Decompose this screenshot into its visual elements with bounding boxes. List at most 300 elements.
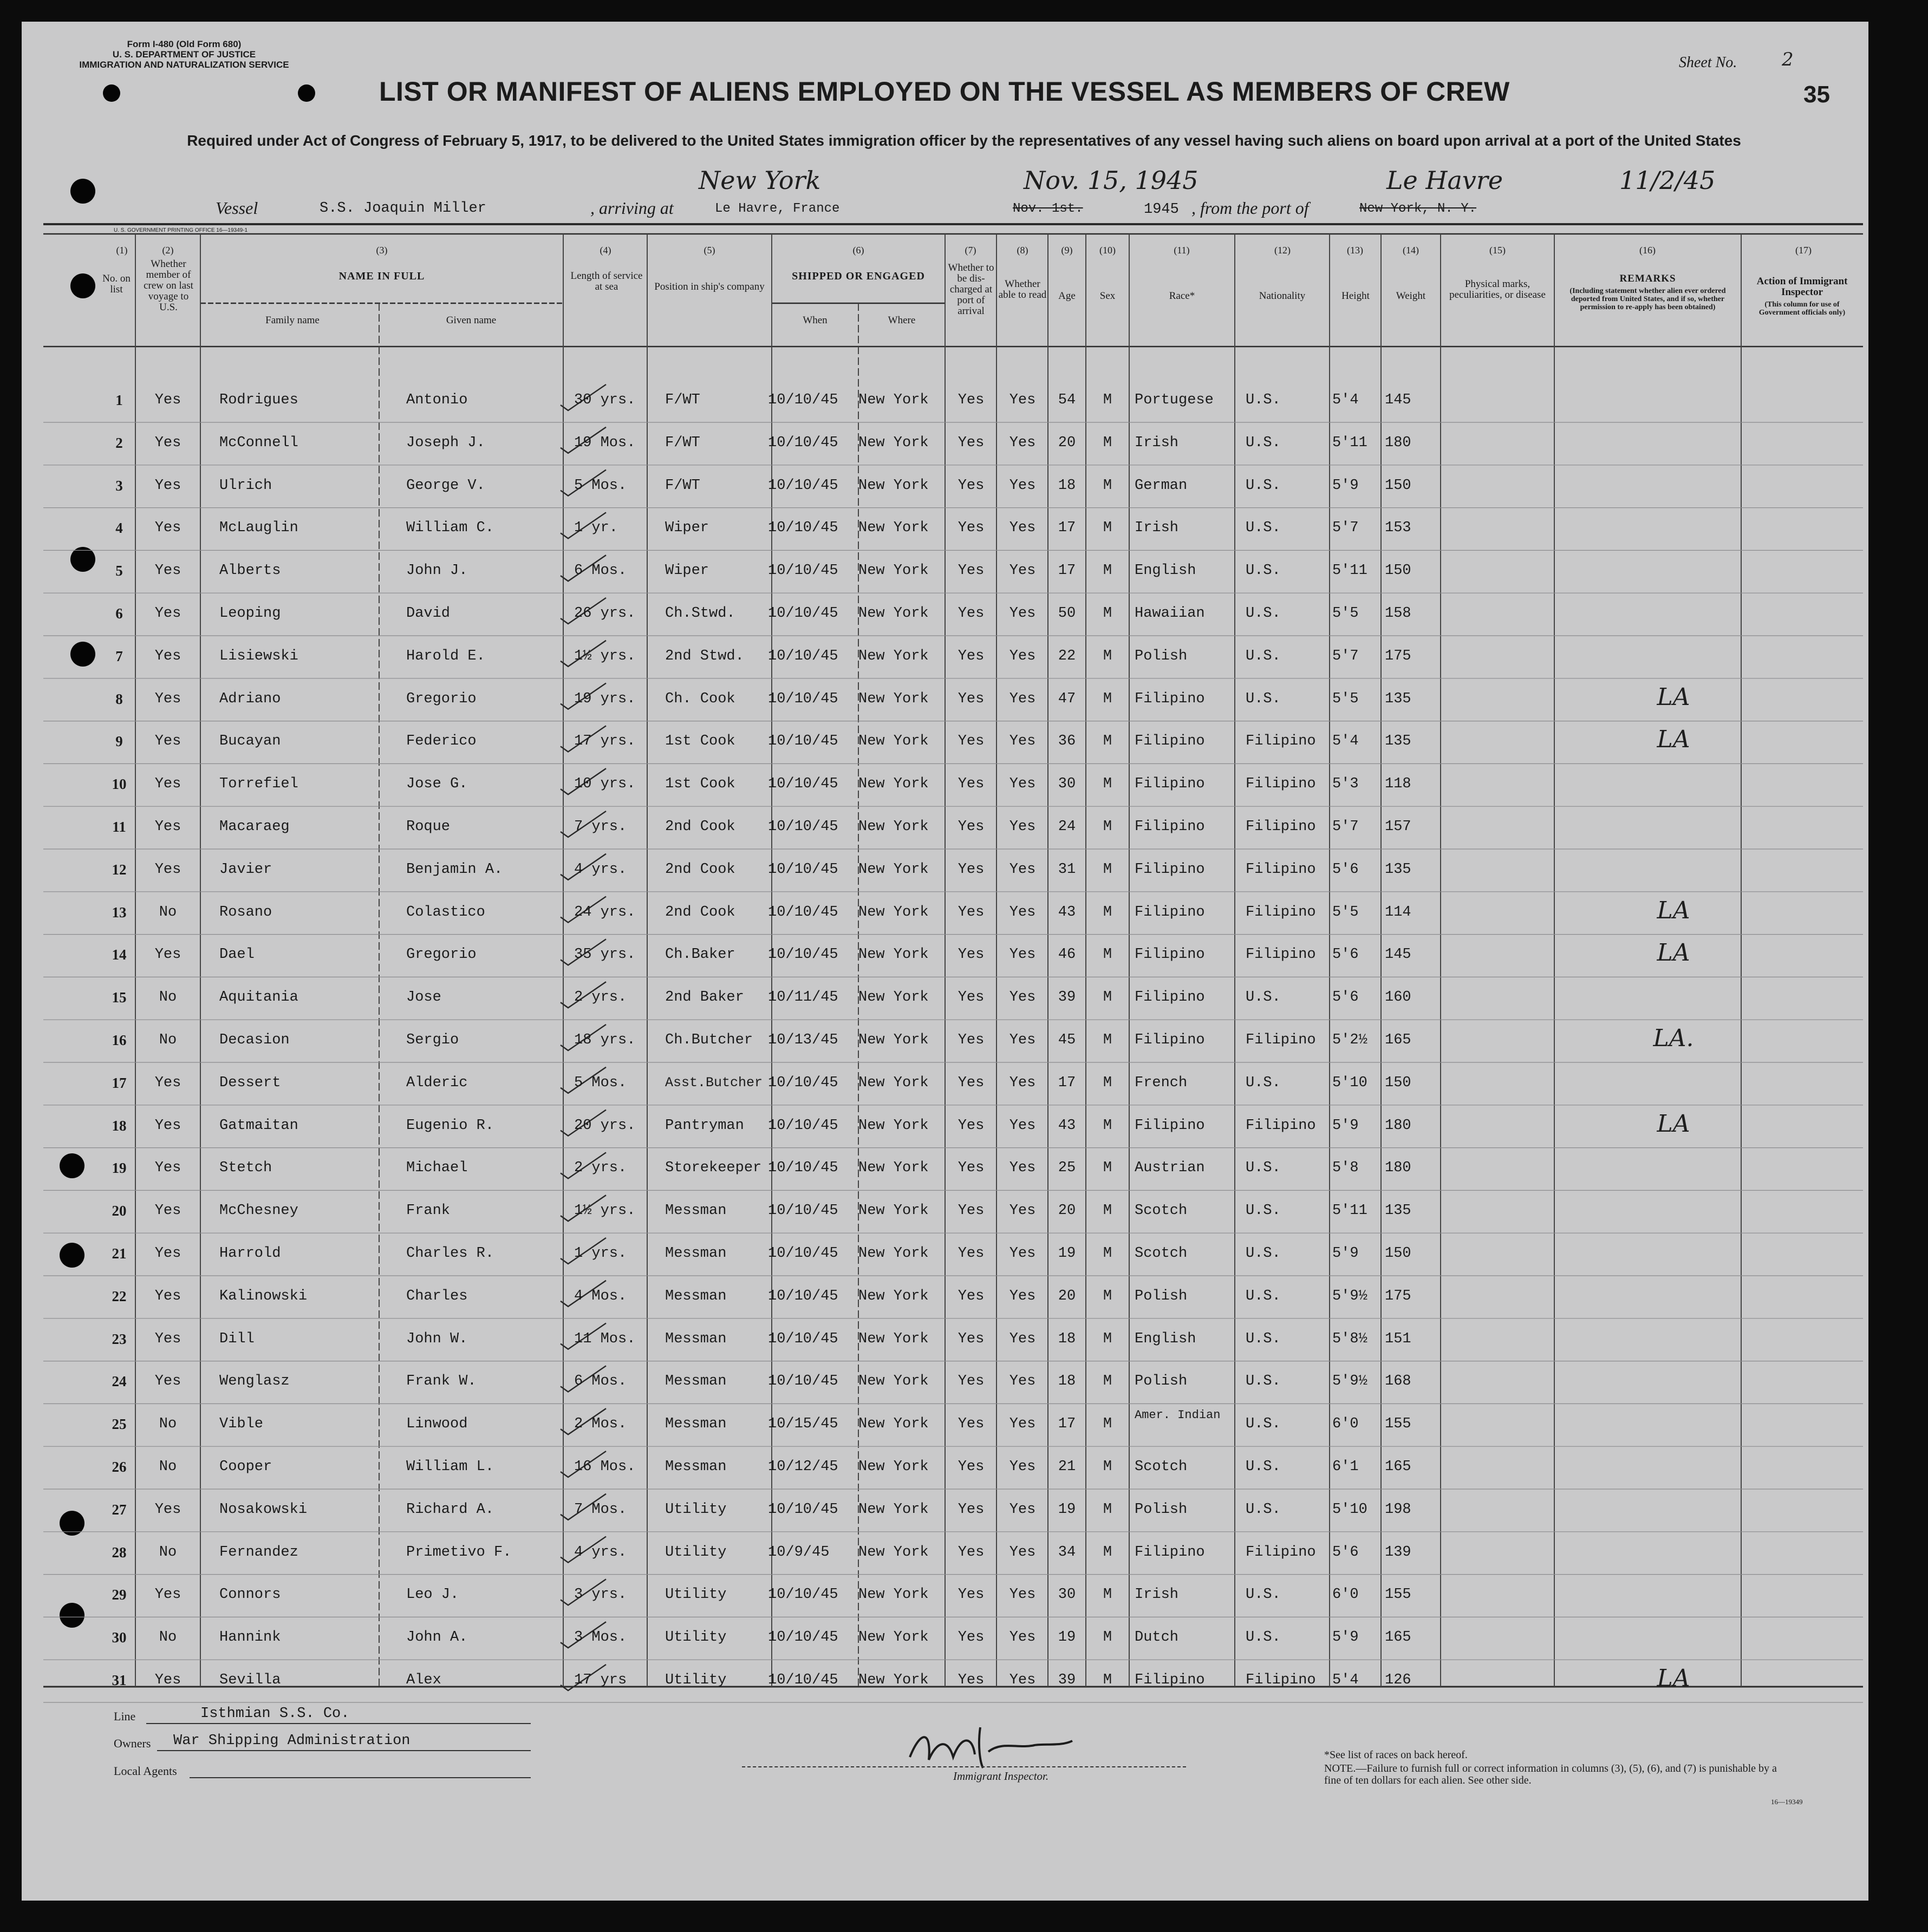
weight: 135 <box>1385 733 1411 750</box>
sex: M <box>1103 1330 1112 1347</box>
shipped-when: 10/10/45 <box>768 1629 838 1646</box>
height: 5'4 <box>1332 392 1359 408</box>
inspector-label: Immigrant Inspector. <box>953 1770 1049 1783</box>
height: 5'10 <box>1332 1501 1367 1518</box>
header-no-on-list: No. on list <box>102 273 131 295</box>
header-action-note: (This column for use of Government officials only) <box>1758 301 1846 317</box>
given-name: Alex <box>406 1672 441 1688</box>
age: 20 <box>1058 1203 1076 1219</box>
sex: M <box>1103 1074 1112 1091</box>
discharged: Yes <box>958 690 985 707</box>
discharged: Yes <box>958 1288 985 1304</box>
height: 5'8½ <box>1332 1330 1367 1347</box>
height: 5'9 <box>1332 1117 1359 1134</box>
shipped-when: 10/10/45 <box>768 733 838 750</box>
binder-hole <box>103 84 120 102</box>
race: Filipino <box>1135 733 1205 750</box>
length-of-service: 1½ yrs. <box>574 648 636 664</box>
able-to-read: Yes <box>1009 1544 1036 1561</box>
given-name: Linwood <box>406 1416 468 1433</box>
able-to-read: Yes <box>1009 434 1036 451</box>
sex: M <box>1103 434 1112 451</box>
printer-line: U. S. GOVERNMENT PRINTING OFFICE 16—19349-1 <box>114 227 248 233</box>
able-to-read: Yes <box>1009 904 1036 921</box>
row-number: 24 <box>112 1373 127 1390</box>
nationality: U.S. <box>1246 1074 1281 1091</box>
header-weight: Weight <box>1396 290 1426 302</box>
shipped-where: New York <box>858 733 929 750</box>
family-name: Aquitania <box>219 989 298 1006</box>
family-name: Stetch <box>219 1160 272 1177</box>
weight: 139 <box>1385 1544 1411 1561</box>
binder-hole <box>70 547 95 572</box>
height: 6'0 <box>1332 1416 1359 1433</box>
height: 5'5 <box>1332 904 1359 921</box>
nationality: U.S. <box>1246 1501 1281 1518</box>
discharged: Yes <box>958 605 985 622</box>
sex: M <box>1103 1459 1112 1475</box>
height: 5'4 <box>1332 733 1359 750</box>
able-to-read: Yes <box>1009 1416 1036 1433</box>
given-name: William L. <box>406 1459 494 1475</box>
age: 31 <box>1058 861 1076 878</box>
weight: 126 <box>1385 1672 1411 1688</box>
shipped-where: New York <box>858 434 929 451</box>
given-name: Alderic <box>406 1074 468 1091</box>
weight: 155 <box>1385 1587 1411 1603</box>
given-name: David <box>406 605 451 622</box>
length-of-service: 5 Mos. <box>574 1074 627 1091</box>
given-name: John J. <box>406 563 468 579</box>
able-to-read: Yes <box>1009 477 1036 494</box>
given-name: Antonio <box>406 392 468 408</box>
sex: M <box>1103 733 1112 750</box>
height: 5'3 <box>1332 776 1359 793</box>
nationality: U.S. <box>1246 1629 1281 1646</box>
position: Asst.Butcher <box>665 1074 763 1091</box>
age: 30 <box>1058 776 1076 793</box>
position: Wiper <box>665 520 709 537</box>
row-number: 10 <box>112 776 127 793</box>
sex: M <box>1103 1544 1112 1561</box>
crew-last-voyage: No <box>159 1416 177 1433</box>
sex: M <box>1103 392 1112 408</box>
column-number: (16) <box>1639 245 1656 256</box>
line-underline <box>146 1723 531 1724</box>
header-remarks-note: (Including statement whether alien ever ordered deported from United States, and if so, whether permission to re-apply has been obtained) <box>1569 287 1726 311</box>
crew-last-voyage: No <box>159 1032 177 1048</box>
given-name: Eugenio R. <box>406 1117 494 1134</box>
age: 17 <box>1058 1416 1076 1433</box>
crew-last-voyage: Yes <box>154 477 181 494</box>
binder-hole <box>298 84 315 102</box>
discharged: Yes <box>958 989 985 1006</box>
crew-last-voyage: Yes <box>154 1160 181 1177</box>
shipped-when: 10/10/45 <box>768 648 838 664</box>
height: 5'6 <box>1332 1544 1359 1561</box>
shipped-when: 10/10/45 <box>768 1074 838 1091</box>
shipped-where: New York <box>858 648 929 664</box>
nationality: U.S. <box>1246 1160 1281 1177</box>
given-name: Charles R. <box>406 1245 494 1262</box>
row-number: 4 <box>115 520 123 537</box>
discharged: Yes <box>958 392 985 408</box>
sex: M <box>1103 776 1112 793</box>
able-to-read: Yes <box>1009 1032 1036 1048</box>
shipped-where: New York <box>858 1117 929 1134</box>
position: Messman <box>665 1203 727 1219</box>
family-name: Torrefiel <box>219 776 298 793</box>
shipped-when: 10/10/45 <box>768 1117 838 1134</box>
length-of-service: 7 yrs. <box>574 819 627 835</box>
shipped-when: 10/10/45 <box>768 861 838 878</box>
remarks: LA. <box>1653 1024 1694 1052</box>
nationality: Filipino <box>1246 1672 1316 1688</box>
position: Ch.Butcher <box>665 1032 753 1048</box>
column-number: (13) <box>1347 245 1363 256</box>
crew-last-voyage: No <box>159 1629 177 1646</box>
shipped-where: New York <box>858 1587 929 1603</box>
header-action: Action of Immigrant Inspector <box>1756 276 1848 298</box>
length-of-service: 11 Mos. <box>574 1330 636 1347</box>
discharged: Yes <box>958 1245 985 1262</box>
able-to-read: Yes <box>1009 861 1036 878</box>
length-of-service: 30 yrs. <box>574 392 636 408</box>
sex: M <box>1103 1160 1112 1177</box>
shipped-when: 10/15/45 <box>768 1416 838 1433</box>
discharged: Yes <box>958 1587 985 1603</box>
position: F/WT <box>665 392 700 408</box>
binder-hole <box>60 1511 84 1536</box>
form-code: 16—19349 <box>1771 1798 1803 1806</box>
able-to-read: Yes <box>1009 989 1036 1006</box>
shipped-when: 10/10/45 <box>768 1501 838 1518</box>
race: Amer. Indian <box>1135 1408 1221 1422</box>
column-number: (11) <box>1174 245 1190 256</box>
weight: 150 <box>1385 563 1411 579</box>
shipped-when: 10/10/45 <box>768 904 838 921</box>
age: 47 <box>1058 690 1076 707</box>
shipped-where: New York <box>858 989 929 1006</box>
sex: M <box>1103 989 1112 1006</box>
height: 5'6 <box>1332 861 1359 878</box>
row-number: 8 <box>115 690 123 707</box>
from-port: New York, N. Y. <box>1359 201 1477 216</box>
family-name: Sevilla <box>219 1672 281 1688</box>
shipped-when: 10/10/45 <box>768 1245 838 1262</box>
discharged: Yes <box>958 1544 985 1561</box>
position: Utility <box>665 1501 727 1518</box>
row-number: 28 <box>112 1544 127 1561</box>
position: F/WT <box>665 434 700 451</box>
crew-last-voyage: No <box>159 1459 177 1475</box>
age: 20 <box>1058 434 1076 451</box>
position: 2nd Baker <box>665 989 744 1006</box>
height: 6'0 <box>1332 1587 1359 1603</box>
nationality: Filipino <box>1246 861 1316 878</box>
column-number: (6) <box>852 245 864 256</box>
age: 36 <box>1058 733 1076 750</box>
able-to-read: Yes <box>1009 1373 1036 1390</box>
discharged: Yes <box>958 1672 985 1688</box>
race: Irish <box>1135 520 1179 537</box>
family-name: Bucayan <box>219 733 281 750</box>
nationality: U.S. <box>1246 605 1281 622</box>
header-able-to-read: Whether able to read <box>998 278 1047 301</box>
given-name: Joseph J. <box>406 434 485 451</box>
length-of-service: 18 yrs. <box>574 1032 636 1048</box>
age: 19 <box>1058 1629 1076 1646</box>
weight: 150 <box>1385 477 1411 494</box>
header-name-in-full: NAME IN FULL <box>338 270 425 282</box>
column-number: (8) <box>1017 245 1028 256</box>
line-label: Line <box>114 1709 136 1723</box>
binder-hole <box>60 1153 84 1178</box>
age: 46 <box>1058 947 1076 963</box>
row-number: 20 <box>112 1203 127 1219</box>
shipped-when: 10/10/45 <box>768 1587 838 1603</box>
race: Polish <box>1135 1373 1188 1390</box>
form-identifier <box>70 39 298 70</box>
nationality: Filipino <box>1246 733 1316 750</box>
shipped-when: 10/10/45 <box>768 1203 838 1219</box>
length-of-service: 1½ yrs. <box>574 1203 636 1219</box>
nationality: U.S. <box>1246 1459 1281 1475</box>
position: Utility <box>665 1544 727 1561</box>
shipped-where: New York <box>858 1501 929 1518</box>
header-physical-marks: Physical marks, peculiarities, or disease <box>1449 278 1546 301</box>
discharged: Yes <box>958 563 985 579</box>
crew-last-voyage: No <box>159 904 177 921</box>
shipped-when: 10/10/45 <box>768 776 838 793</box>
shipped-when: 10/9/45 <box>768 1544 830 1561</box>
column-number: (9) <box>1061 245 1073 256</box>
given-name: William C. <box>406 520 494 537</box>
given-name: Federico <box>406 733 477 750</box>
binder-hole <box>70 642 95 667</box>
family-name: Decasion <box>219 1032 290 1048</box>
header-height: Height <box>1341 290 1370 302</box>
column-number: (5) <box>704 245 715 256</box>
sex: M <box>1103 819 1112 835</box>
length-of-service: 16 Mos. <box>574 1459 636 1475</box>
discharged: Yes <box>958 1459 985 1475</box>
race: Filipino <box>1135 904 1205 921</box>
able-to-read: Yes <box>1009 1245 1036 1262</box>
family-name: Javier <box>219 861 272 878</box>
discharged: Yes <box>958 861 985 878</box>
header-length-of-service: Length of service at sea <box>570 270 643 292</box>
discharged: Yes <box>958 904 985 921</box>
owners-label: Owners <box>114 1737 151 1750</box>
weight: 150 <box>1385 1074 1411 1091</box>
from-port-handwritten: Le Havre <box>1386 166 1503 195</box>
nationality: U.S. <box>1246 648 1281 664</box>
shipped-when: 10/10/45 <box>768 392 838 408</box>
able-to-read: Yes <box>1009 690 1036 707</box>
arrival-date-handwritten: Nov. 15, 1945 <box>1024 166 1199 195</box>
row-number: 13 <box>112 904 127 921</box>
able-to-read: Yes <box>1009 1587 1036 1603</box>
nationality: U.S. <box>1246 477 1281 494</box>
position: Utility <box>665 1672 727 1688</box>
able-to-read: Yes <box>1009 1117 1036 1134</box>
discharged: Yes <box>958 947 985 963</box>
sex: M <box>1103 1203 1112 1219</box>
position: Utility <box>665 1587 727 1603</box>
height: 5'2½ <box>1332 1032 1367 1048</box>
row-number: 2 <box>115 434 123 451</box>
weight: 118 <box>1385 776 1411 793</box>
sex: M <box>1103 605 1112 622</box>
able-to-read: Yes <box>1009 648 1036 664</box>
position: F/WT <box>665 477 700 494</box>
crew-last-voyage: Yes <box>154 1117 181 1134</box>
height: 5'5 <box>1332 605 1359 622</box>
length-of-service: 1 yr. <box>574 520 618 537</box>
crew-last-voyage: Yes <box>154 1373 181 1390</box>
weight: 157 <box>1385 819 1411 835</box>
column-number: (7) <box>965 245 976 256</box>
position: Wiper <box>665 563 709 579</box>
crew-last-voyage: Yes <box>154 1587 181 1603</box>
crew-last-voyage: Yes <box>154 1672 181 1688</box>
binder-hole <box>70 179 95 204</box>
race: Scotch <box>1135 1245 1188 1262</box>
discharged: Yes <box>958 733 985 750</box>
sex: M <box>1103 947 1112 963</box>
age: 20 <box>1058 1288 1076 1304</box>
able-to-read: Yes <box>1009 776 1036 793</box>
family-name: Wenglasz <box>219 1373 290 1390</box>
family-name: Dessert <box>219 1074 281 1091</box>
able-to-read: Yes <box>1009 1672 1036 1688</box>
length-of-service: 1 yrs. <box>574 1245 627 1262</box>
sheet-number-label: Sheet No. <box>1679 54 1737 71</box>
height: 5'9½ <box>1332 1288 1367 1304</box>
shipped-when: 10/10/45 <box>768 605 838 622</box>
discharged: Yes <box>958 1074 985 1091</box>
able-to-read: Yes <box>1009 819 1036 835</box>
given-name: Charles <box>406 1288 468 1304</box>
weight: 165 <box>1385 1459 1411 1475</box>
position: 2nd Stwd. <box>665 648 744 664</box>
crew-last-voyage: Yes <box>154 563 181 579</box>
nationality: Filipino <box>1246 947 1316 963</box>
sex: M <box>1103 1587 1112 1603</box>
vessel-label: Vessel <box>216 198 258 218</box>
nationality: U.S. <box>1246 1288 1281 1304</box>
discharged: Yes <box>958 1629 985 1646</box>
position: Storekeeper <box>665 1160 762 1177</box>
length-of-service: 5 Mos. <box>574 477 627 494</box>
header-sex: Sex <box>1099 290 1116 302</box>
column-number: (12) <box>1274 245 1291 256</box>
able-to-read: Yes <box>1009 947 1036 963</box>
shipped-when: 10/10/45 <box>768 1373 838 1390</box>
able-to-read: Yes <box>1009 1160 1036 1177</box>
shipped-when: 10/10/45 <box>768 1160 838 1177</box>
shipped-where: New York <box>858 819 929 835</box>
nationality: U.S. <box>1246 1330 1281 1347</box>
age: 30 <box>1058 1587 1076 1603</box>
arriving-port: Le Havre, France <box>715 201 840 216</box>
header-given-name: Given name <box>446 315 497 326</box>
age: 25 <box>1058 1160 1076 1177</box>
nationality: Filipino <box>1246 776 1316 793</box>
age: 19 <box>1058 1501 1076 1518</box>
shipped-where: New York <box>858 904 929 921</box>
header-when: When <box>803 315 828 326</box>
nationality: U.S. <box>1246 1245 1281 1262</box>
race: Polish <box>1135 648 1188 664</box>
able-to-read: Yes <box>1009 1501 1036 1518</box>
race: Irish <box>1135 1587 1179 1603</box>
shipped-where: New York <box>858 1074 929 1091</box>
given-name: Gregorio <box>406 690 477 707</box>
discharged: Yes <box>958 1416 985 1433</box>
length-of-service: 19 Mos. <box>574 434 636 451</box>
weight: 168 <box>1385 1373 1411 1390</box>
position: Ch.Stwd. <box>665 605 735 622</box>
height: 5'7 <box>1332 520 1359 537</box>
position: 1st Cook <box>665 733 735 750</box>
discharged: Yes <box>958 477 985 494</box>
arriving-label: , arriving at <box>590 198 674 218</box>
given-name: Sergio <box>406 1032 459 1048</box>
sex: M <box>1103 477 1112 494</box>
able-to-read: Yes <box>1009 520 1036 537</box>
row-number: 16 <box>112 1032 127 1048</box>
shipped-where: New York <box>858 1245 929 1262</box>
shipped-where: New York <box>858 1544 929 1561</box>
height: 5'7 <box>1332 819 1359 835</box>
length-of-service: 17 yrs. <box>574 733 636 750</box>
race: Filipino <box>1135 947 1205 963</box>
shipped-where: New York <box>858 1629 929 1646</box>
nationality: U.S. <box>1246 1416 1281 1433</box>
arriving-port-handwritten: New York <box>699 166 821 195</box>
shipped-when: 10/12/45 <box>768 1459 838 1475</box>
crew-last-voyage: Yes <box>154 392 181 408</box>
column-number: (4) <box>600 245 611 256</box>
owners-underline <box>157 1750 531 1751</box>
given-name: John A. <box>406 1629 468 1646</box>
age: 17 <box>1058 563 1076 579</box>
given-name: Primetivo F. <box>406 1544 512 1561</box>
race: Filipino <box>1135 1032 1205 1048</box>
weight: 155 <box>1385 1416 1411 1433</box>
shipped-where: New York <box>858 1672 929 1688</box>
header-where: Where <box>888 315 916 326</box>
race: Filipino <box>1135 1672 1205 1688</box>
able-to-read: Yes <box>1009 563 1036 579</box>
able-to-read: Yes <box>1009 1330 1036 1347</box>
weight: 135 <box>1385 690 1411 707</box>
nationality: Filipino <box>1246 1544 1316 1561</box>
family-name: McChesney <box>219 1203 298 1219</box>
nationality: U.S. <box>1246 1373 1281 1390</box>
nationality: U.S. <box>1246 520 1281 537</box>
nationality: U.S. <box>1246 392 1281 408</box>
position: 2nd Cook <box>665 861 735 878</box>
sex: M <box>1103 1032 1112 1048</box>
weight: 180 <box>1385 1160 1411 1177</box>
given-name: John W. <box>406 1330 468 1347</box>
family-name: Gatmaitan <box>219 1117 298 1134</box>
weight: 160 <box>1385 989 1411 1006</box>
given-name: Colastico <box>406 904 485 921</box>
